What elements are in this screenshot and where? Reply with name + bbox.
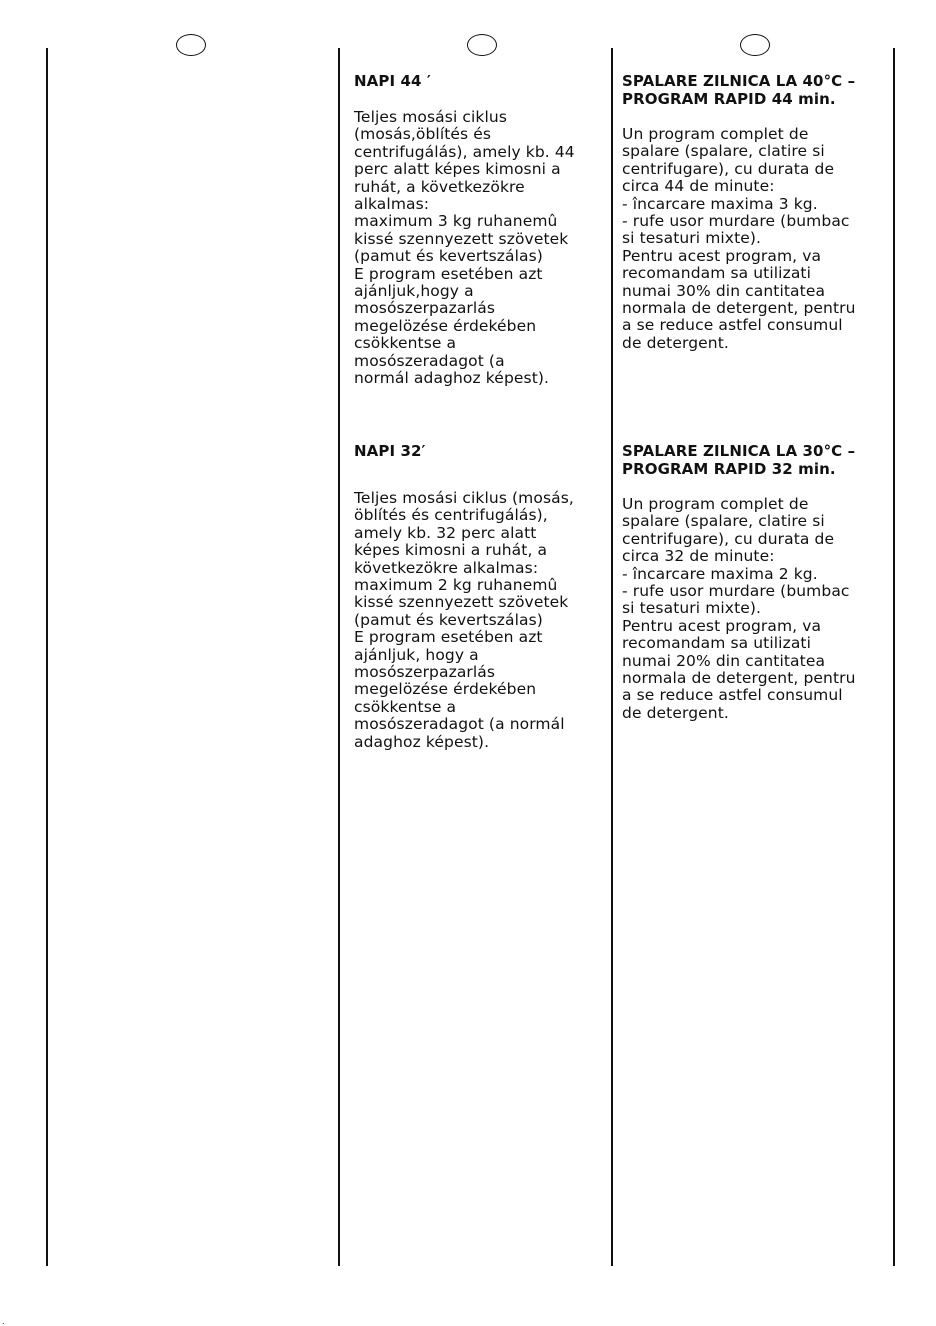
ro-section-30-body: Un program complet de spalare (spalare, clatire si centrifugare), cu durata de circa 32 de minute: - încarcare maxima 2 kg. - rufe usor murdare (bumbac si tesaturi mixte). Pentru acest program, va recomandam sa utilizati numai 20% din cantitatea normala de detergent, pentru a se reduce astfel consumul de detergent. (622, 495, 856, 722)
hu-section-44-heading: NAPI 44 ′ (354, 72, 431, 90)
language-circle-hu (467, 34, 497, 56)
column-divider-center-right (611, 48, 613, 1266)
hu-section-44 (354, 72, 604, 388)
ro-section-30 (622, 442, 888, 722)
ro-section-40 (622, 72, 888, 352)
ro-section-40-body: Un program complet de spalare (spalare, clatire si centrifugare), cu durata de circa 44 de minute: - încarcare maxima 3 kg. - rufe usor murdare (bumbac si tesaturi mixte). Pentru acest program, va recomandam sa utilizati numai 30% din cantitatea normala de detergent, pentru a se reduce astfel consumul de detergent. (622, 125, 856, 352)
hu-section-32 (354, 442, 604, 751)
column-divider-center-left (338, 48, 340, 1266)
hu-section-32-body: Teljes mosási ciklus (mosás, öblítés és centrifugálás), amely kb. 32 perc alatt képes kimosni a ruhát, a következökre alkalmas: maximum 2 kg ruhanemû kissé szennyezett szövetek (pamut és kevertszálas) E program esetében azt ajánljuk, hogy a mosószerpazarlás megelözése érdekében csökkentse a mosószeradagot (a normál adaghoz képest). (354, 489, 574, 751)
column-hungarian (354, 72, 604, 1252)
hu-section-44-body: Teljes mosási ciklus (mosás,öblítés és centrifugálás), amely kb. 44 perc alatt képes kimosni a ruhát, a következökre alkalmas: maximum 3 kg ruhanemû kissé szennyezett szövetek (pamut és kevertszálas) E program esetében azt ajánljuk,hogy a mosószerpazarlás megelözése érdekében csökkentse a mosószeradagot (a normál adaghoz képest). (354, 108, 575, 388)
language-circle-ro (740, 34, 770, 56)
column-divider-left (46, 48, 48, 1266)
corner-mark: . (2, 1317, 5, 1326)
language-circle-1 (176, 34, 206, 56)
column-blank (56, 70, 326, 1250)
ro-section-40-heading: SPALARE ZILNICA LA 40°C – PROGRAM RAPID 44 min. (622, 72, 856, 108)
column-romanian (622, 72, 888, 1252)
column-divider-right (893, 48, 895, 1266)
ro-section-30-heading: SPALARE ZILNICA LA 30°C – PROGRAM RAPID 32 min. (622, 442, 856, 478)
hu-section-32-heading: NAPI 32′ (354, 442, 426, 460)
